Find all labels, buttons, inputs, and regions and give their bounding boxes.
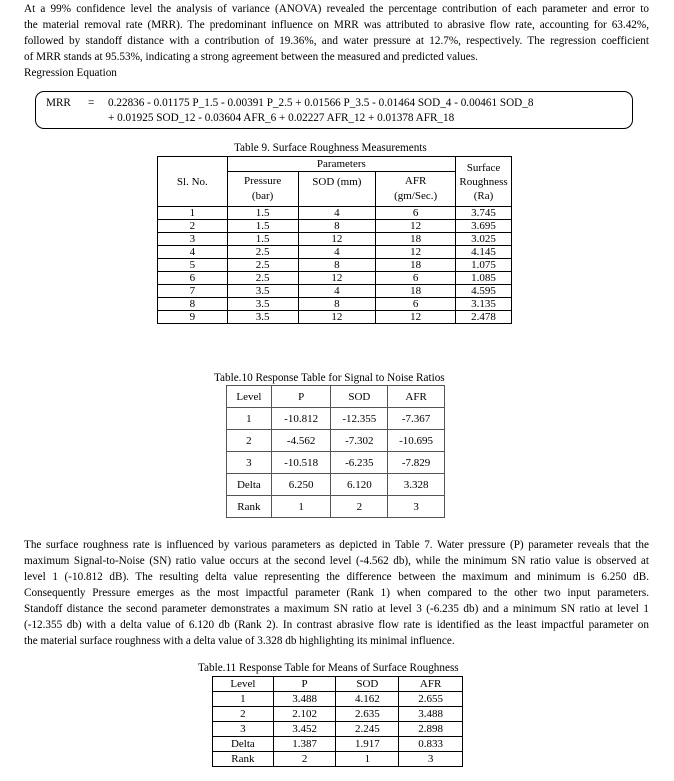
table-row (213, 737, 463, 752)
table-cell: 0.833 (399, 737, 463, 752)
equation-lhs: MRR (46, 97, 71, 109)
table-cell: 4 (298, 285, 376, 298)
table-cell: -7.367 (388, 408, 445, 430)
table-cell: 1.5 (227, 233, 298, 246)
equation-line-1: 0.22836 - 0.01175 P_1.5 - 0.00391 P_2.5 + 0.01566 P_3.5 - 0.01464 SOD_4 - 0.00461 SOD_8 (108, 97, 534, 109)
table9-caption: Table 9. Surface Roughness Measurements (234, 142, 427, 154)
discussion-paragraph (24, 537, 649, 649)
intro-line: At a 99% confidence level the analysis of variance (ANOVA) revealed the percentage contribution of each parameter and error to (24, 3, 649, 15)
table-row (158, 298, 512, 311)
table-cell: 18 (376, 285, 456, 298)
table-cell: 6 (376, 207, 456, 220)
table10-sn-ratios (226, 385, 445, 518)
intro-line: followed by standoff distance with a contribution of 19.36%, and water pressure at 12.7%, respectively. The regression coefficient (24, 35, 649, 47)
table-cell: Rank (213, 752, 274, 767)
table10-caption: Table.10 Response Table for Signal to Noise Ratios (214, 372, 445, 384)
table-cell: Delta (213, 737, 274, 752)
table-cell: 2.478 (456, 311, 512, 324)
table-cell: -7.829 (388, 452, 445, 474)
equation-equals: = (88, 97, 95, 109)
table-cell: 6 (376, 298, 456, 311)
table-cell: 1.075 (456, 259, 512, 272)
table-cell: 8 (298, 220, 376, 233)
table-cell: 2 (158, 220, 228, 233)
table-cell: 6 (376, 272, 456, 285)
table-cell: 12 (376, 246, 456, 259)
table-cell: 2 (331, 496, 388, 518)
table-row (158, 220, 512, 233)
table-row (158, 207, 512, 220)
table-cell: 3.5 (227, 285, 298, 298)
table-cell: 3.5 (227, 311, 298, 324)
table-cell: 5 (158, 259, 228, 272)
intro-paragraph (24, 1, 649, 81)
table9-header-slno: Sl. No. (158, 157, 228, 207)
table-header-cell: P (273, 677, 336, 692)
table-cell: 18 (376, 233, 456, 246)
table-cell: 1.5 (227, 220, 298, 233)
table-cell: 1.5 (227, 207, 298, 220)
discussion-line: Standoff distance the second parameter demonstrates a maximum SN ratio at level 3 (-6.235 db) and a minimum SN ratio at level 1 (24, 603, 649, 615)
table-cell: 2 (273, 752, 336, 767)
table-cell: 8 (298, 259, 376, 272)
equation-rhs (108, 96, 533, 126)
table-cell: 3.488 (399, 707, 463, 722)
table-cell: 8 (158, 298, 228, 311)
table-cell: 3.135 (456, 298, 512, 311)
table-cell: 6 (158, 272, 228, 285)
table-header-cell: SOD (336, 677, 399, 692)
discussion-line: (-12.355 db) with a delta value of 6.120 db (Rank 2). In contrast abrasive flow rate is identified as the least impactful parameter on (24, 619, 649, 631)
table9-body (158, 207, 512, 324)
table-row (213, 722, 463, 737)
table-row (227, 452, 445, 474)
table-cell: 3.025 (456, 233, 512, 246)
table9-surface-roughness (157, 156, 512, 324)
table9-header-pressure-l1: Pressure (243, 175, 282, 187)
discussion-line: the material surface roughness with a delta value of 3.328 db highlighting its minimal influence. (24, 635, 455, 647)
table-row (227, 430, 445, 452)
table-row (213, 707, 463, 722)
table-header-cell: Level (227, 386, 272, 408)
table-cell: 6.250 (271, 474, 331, 496)
table-cell: 1.387 (273, 737, 336, 752)
table-cell: 2.102 (273, 707, 336, 722)
table-cell: 2 (213, 707, 274, 722)
table-row (158, 311, 512, 324)
table-cell: 4 (298, 246, 376, 259)
discussion-line: maximum Signal-to-Noise (SN) ratio value occurs at the second level (-4.562 db), while the minimum SN ratio value is observed at (24, 555, 649, 567)
table11-caption: Table.11 Response Table for Means of Surface Roughness (198, 662, 459, 674)
discussion-line: level 1 (-10.812 dB). The resulting delta value representing the difference between the maximum and minimum is 6.250 dB. (24, 571, 649, 583)
discussion-line: Consequently Pressure emerges as the most impactful parameter (Rank 1) when compared to the other two input parameters. (24, 587, 649, 599)
table-row (213, 692, 463, 707)
table-header-cell: AFR (399, 677, 463, 692)
table-cell: 18 (376, 259, 456, 272)
table-cell: -10.812 (271, 408, 331, 430)
table-cell: Rank (227, 496, 272, 518)
table-cell: 2.635 (336, 707, 399, 722)
regression-heading: Regression Equation (24, 67, 117, 79)
table-header-cell: AFR (388, 386, 445, 408)
table9-header-ra-l1: Surface (466, 161, 501, 174)
table-cell: 4 (298, 207, 376, 220)
table-cell: 3.5 (227, 298, 298, 311)
table-header-cell: P (271, 386, 331, 408)
table-cell: 6.120 (331, 474, 388, 496)
table10-header-row (227, 386, 445, 408)
table-cell: 2.245 (336, 722, 399, 737)
table9-header-pressure (227, 172, 298, 207)
table9-header-sod: SOD (mm) (298, 172, 376, 207)
table-cell: 7 (158, 285, 228, 298)
table-cell: 3.695 (456, 220, 512, 233)
table-cell: 3.328 (388, 474, 445, 496)
table-header-cell: Level (213, 677, 274, 692)
intro-line: of MRR stands at 95.53%, indicating a strong agreement between the measured and predicted values. (24, 51, 478, 63)
table-cell: 3 (388, 496, 445, 518)
table-cell: -6.235 (331, 452, 388, 474)
table-row (158, 272, 512, 285)
table-cell: 3 (213, 722, 274, 737)
table11-body (213, 692, 463, 767)
table-cell: 3 (227, 452, 272, 474)
table-cell: 12 (376, 220, 456, 233)
table9-header-parameters: Parameters (227, 157, 455, 172)
table-row (158, 233, 512, 246)
table-cell: 1 (158, 207, 228, 220)
table-cell: -7.302 (331, 430, 388, 452)
table-row (158, 246, 512, 259)
table-row (158, 259, 512, 272)
table-cell: 3 (399, 752, 463, 767)
table-cell: 1.917 (336, 737, 399, 752)
table-cell: 2.5 (227, 246, 298, 259)
table-cell: 1.085 (456, 272, 512, 285)
table9-header-pressure-l2: (bar) (251, 190, 274, 202)
table9-header-afr (376, 172, 456, 207)
table-cell: 2.898 (399, 722, 463, 737)
intro-line: the material removal rate (MRR). The predominant influence on MRR was attributed to abrasive flow rate, accounting for 63.42%, (24, 19, 649, 31)
table9-header-ra-l2: Roughness (459, 175, 508, 188)
regression-equation-box (35, 91, 633, 129)
table-row (227, 496, 445, 518)
table9-header-afr-l1: AFR (404, 175, 427, 187)
table-cell: Delta (227, 474, 272, 496)
table-cell: 8 (298, 298, 376, 311)
discussion-line: The surface roughness rate is influenced by various parameters as depicted in Table 7. Water pressure (P) parameter reveals that the (24, 539, 649, 551)
table-row (227, 408, 445, 430)
table-row (158, 285, 512, 298)
table-row (227, 474, 445, 496)
table-row (213, 752, 463, 767)
table10-body (227, 408, 445, 518)
table-cell: 3.745 (456, 207, 512, 220)
table-cell: 1 (336, 752, 399, 767)
table-cell: 3 (158, 233, 228, 246)
table9-header-afr-l2: (gm/Sec.) (394, 190, 438, 202)
table11-means-roughness (212, 676, 463, 767)
table-cell: 12 (298, 311, 376, 324)
table-cell: 4.162 (336, 692, 399, 707)
table-cell: -10.695 (388, 430, 445, 452)
table-cell: -4.562 (271, 430, 331, 452)
table-cell: 3.452 (273, 722, 336, 737)
table-cell: 12 (298, 272, 376, 285)
table-cell: 4.595 (456, 285, 512, 298)
equation-line-2: + 0.01925 SOD_12 - 0.03604 AFR_6 + 0.02227 AFR_12 + 0.01378 AFR_18 (108, 112, 455, 124)
table-cell: 9 (158, 311, 228, 324)
table-cell: 1 (271, 496, 331, 518)
table-cell: 2.655 (399, 692, 463, 707)
table-cell: -10.518 (271, 452, 331, 474)
table-cell: 3.488 (273, 692, 336, 707)
table11-header-row (213, 677, 463, 692)
table-cell: 1 (213, 692, 274, 707)
table-header-cell: SOD (331, 386, 388, 408)
table-cell: 12 (376, 311, 456, 324)
table-cell: -12.355 (331, 408, 388, 430)
table9-header-ra-l3: (Ra) (473, 189, 494, 202)
table-cell: 1 (227, 408, 272, 430)
table-cell: 2 (227, 430, 272, 452)
table9-header-ra (456, 157, 512, 207)
table-cell: 2.5 (227, 259, 298, 272)
table-cell: 12 (298, 233, 376, 246)
table-cell: 4 (158, 246, 228, 259)
table-cell: 4.145 (456, 246, 512, 259)
table-cell: 2.5 (227, 272, 298, 285)
